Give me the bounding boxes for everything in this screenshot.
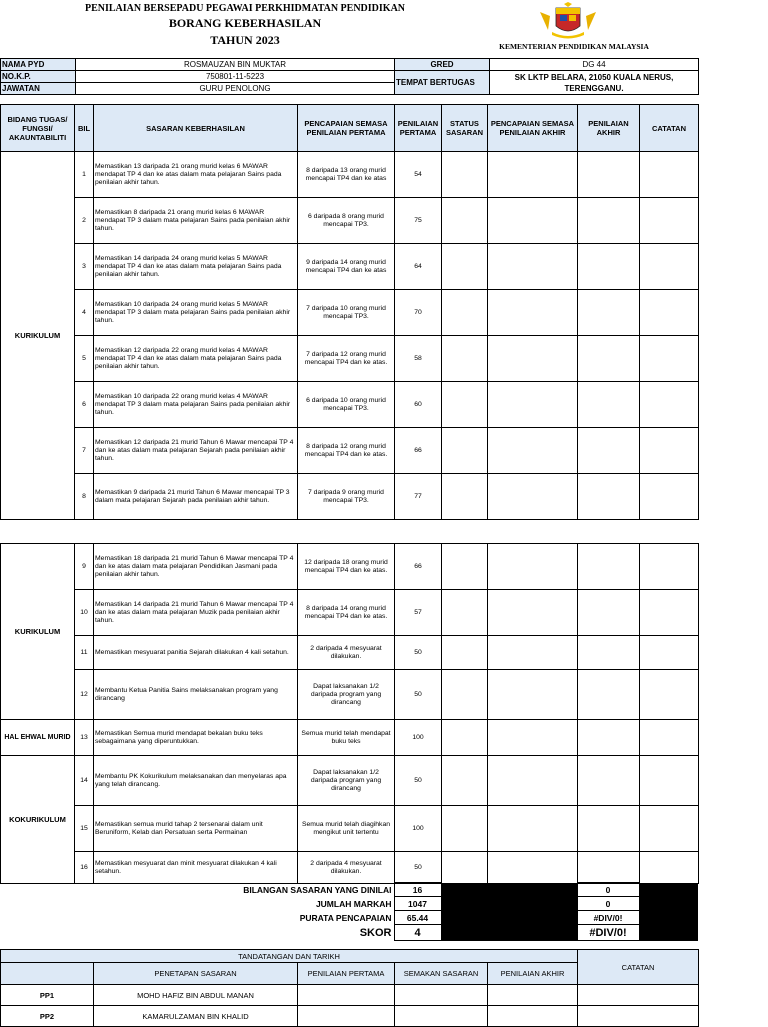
- purata-akhir-value: #DIV/0!: [577, 911, 639, 925]
- nama-label: NAMA PYD: [1, 59, 76, 71]
- row-sasaran: Memastikan 12 daripada 22 orang murid kelas 4 MAWAR mendapat TP 4 dan ke atas dalam mata pelajaran Sains pada penilaian akhir tahun.: [94, 336, 298, 382]
- area-hem: HAL EHWAL MURID: [1, 720, 75, 756]
- semakan-header: SEMAKAN SASARAN: [395, 963, 488, 985]
- targets-table-2: [0, 543, 699, 884]
- row-sasaran: Memastikan 10 daripada 22 orang murid kelas 4 MAWAR mendapat TP 3 dalam mata pelajaran Sains pada penilaian akhir tahun.: [94, 382, 298, 428]
- header-titles: [60, 0, 430, 48]
- row-sasaran: Membantu Ketua Panitia Sains melaksanakan program yang dirancang: [94, 670, 298, 720]
- jumlah-label: JUMLAH MARKAH: [315, 898, 392, 909]
- jumlah-value: 1047: [394, 897, 441, 911]
- table-row: [1, 544, 699, 590]
- col-pencapaian-pertama: PENCAPAIAN SEMASA PENILAIAN PERTAMA: [298, 105, 395, 152]
- col-sasaran: SASARAN KEBERHASILAN: [94, 105, 298, 152]
- targets-table-1: [0, 104, 699, 520]
- pp2-name: KAMARULZAMAN BIN KHALID: [94, 1006, 298, 1027]
- table-row: [1, 720, 699, 756]
- info-table: [0, 58, 699, 95]
- row-sasaran: Memastikan mesyuarat panitia Sejarah dilakukan 4 kali setahun.: [94, 636, 298, 670]
- row-pencapaian: 8 daripada 12 orang murid mencapai TP4 dan ke atas.: [298, 428, 395, 474]
- row-bil: 15: [75, 806, 94, 852]
- jawatan-label: JAWATAN: [1, 83, 76, 95]
- gred-value: DG 44: [490, 59, 699, 71]
- table-row: [1, 152, 699, 198]
- table-row: [1, 636, 699, 670]
- skor-value: 4: [394, 925, 441, 941]
- row-nilai: 75: [395, 198, 442, 244]
- row-pencapaian: 7 daripada 12 orang murid mencapai TP4 dan ke atas.: [298, 336, 395, 382]
- row-nilai: 50: [395, 636, 442, 670]
- row-sasaran: Memastikan 9 daripada 21 murid Tahun 6 Mawar mencapai TP 3 dalam mata pelajaran Sejarah pada penilaian akhir tahun.: [94, 474, 298, 520]
- bilangan-akhir-value: 0: [577, 883, 639, 897]
- tempat-value: SK LKTP BELARA, 21050 KUALA NERUS, TERENGGANU.: [490, 71, 699, 95]
- header-line2: BORANG KEBERHASILAN: [168, 16, 322, 30]
- row-bil: 2: [75, 198, 94, 244]
- row-nilai: 50: [395, 756, 442, 806]
- penilaian-pertama-header: PENILAIAN PERTAMA: [298, 963, 395, 985]
- row-sasaran: Memastikan 14 daripada 24 orang murid kelas 5 MAWAR mendapat TP 4 dan ke atas dalam mata pelajaran Sains pada penilaian akhir tahun.: [94, 244, 298, 290]
- signature-title: TANDATANGAN DAN TARIKH: [1, 950, 578, 963]
- row-nilai: 100: [395, 720, 442, 756]
- row-bil: 13: [75, 720, 94, 756]
- row-nilai: 100: [395, 806, 442, 852]
- row-pencapaian: 7 daripada 9 orang murid mencapai TP3.: [298, 474, 395, 520]
- row-nilai: 64: [395, 244, 442, 290]
- row-bil: 9: [75, 544, 94, 590]
- row-nilai: 70: [395, 290, 442, 336]
- row-sasaran: Memastikan 8 daripada 21 orang murid kelas 6 MAWAR mendapat TP 3 dalam mata pelajaran Sains pada penilaian akhir tahun.: [94, 198, 298, 244]
- row-sasaran: Memastikan 18 daripada 21 murid Tahun 6 Mawar mencapai TP 4 dan ke atas dalam mata pelajaran Pendidikan Jasmani pada penilaian akhir tahun.: [94, 544, 298, 590]
- row-nilai: 77: [395, 474, 442, 520]
- header-line1: PENILAIAN BERSEPADU PEGAWAI PERKHIDMATAN PENDIDIKAN: [84, 3, 406, 14]
- row-bil: 16: [75, 852, 94, 884]
- row-bil: 3: [75, 244, 94, 290]
- jumlah-akhir-value: 0: [577, 897, 639, 911]
- pp2-label: PP2: [1, 1006, 94, 1027]
- row-sasaran: Memastikan 13 daripada 21 orang murid kelas 6 MAWAR mendapat TP 4 dan ke atas dalam mata pelajaran Sains pada penilaian akhir tahun.: [94, 152, 298, 198]
- table-row: [1, 336, 699, 382]
- col-catatan: CATATAN: [640, 105, 699, 152]
- bilangan-label: BILANGAN SASARAN YANG DINILAI: [243, 884, 392, 895]
- row-nilai: 66: [395, 544, 442, 590]
- row-nilai: 60: [395, 382, 442, 428]
- pp1-label: PP1: [1, 985, 94, 1006]
- header-line3: TAHUN 2023: [210, 33, 280, 47]
- col-bidang: BIDANG TUGAS/ FUNGSI/ AKAUNTABILITI: [1, 105, 75, 152]
- table-row: [1, 244, 699, 290]
- row-pencapaian: Semua murid telah diagihkan mengikut unit tertentu: [298, 806, 395, 852]
- nokp-value: 750801-11-5223: [76, 71, 395, 83]
- penilaian-akhir-header: PENILAIAN AKHIR: [488, 963, 578, 985]
- row-pencapaian: 6 daripada 10 orang murid mencapai TP3.: [298, 382, 395, 428]
- row-sasaran: Memastikan semua murid tahap 2 tersenarai dalam unit Beruniform, Kelab dan Persatuan serta Permainan: [94, 806, 298, 852]
- tempat-label: TEMPAT BERTUGAS: [395, 71, 490, 95]
- table-row: [1, 756, 699, 806]
- row-bil: 12: [75, 670, 94, 720]
- row-bil: 10: [75, 590, 94, 636]
- form-header: [0, 0, 768, 56]
- summary-table: [0, 882, 698, 941]
- col-penilaian-pertama: PENILAIAN PERTAMA: [395, 105, 442, 152]
- skor-label: SKOR: [359, 926, 392, 939]
- pp1-name: MOHD HAFIZ BIN ABDUL MANAN: [94, 985, 298, 1006]
- row-sasaran: Membantu PK Kokurikulum melaksanakan dan menyelaras apa yang telah dirancang.: [94, 756, 298, 806]
- area-kokurikulum: KOKURIKULUM: [1, 756, 75, 884]
- row-pencapaian: 7 daripada 10 orang murid mencapai TP3.: [298, 290, 395, 336]
- row-bil: 7: [75, 428, 94, 474]
- row-bil: 4: [75, 290, 94, 336]
- row-bil: 6: [75, 382, 94, 428]
- row-pencapaian: 12 daripada 18 orang murid mencapai TP4 dan ke atas.: [298, 544, 395, 590]
- row-pencapaian: Dapat laksanakan 1/2 daripada program yang dirancang: [298, 670, 395, 720]
- row-bil: 11: [75, 636, 94, 670]
- row-pencapaian: 2 daripada 4 mesyuarat dilakukan.: [298, 636, 395, 670]
- area-kurikulum: KURIKULUM: [1, 544, 75, 720]
- row-nilai: 50: [395, 852, 442, 884]
- table-row: [1, 806, 699, 852]
- col-penilaian-akhir: PENILAIAN AKHIR: [578, 105, 640, 152]
- area-kurikulum: KURIKULUM: [1, 152, 75, 520]
- penetapan-header: PENETAPAN SASARAN: [94, 963, 298, 985]
- row-nilai: 54: [395, 152, 442, 198]
- row-pencapaian: 9 daripada 14 orang murid mencapai TP4 dan ke atas: [298, 244, 395, 290]
- table-row: [1, 670, 699, 720]
- row-bil: 14: [75, 756, 94, 806]
- row-pencapaian: Dapat laksanakan 1/2 daripada program yang dirancang: [298, 756, 395, 806]
- row-sasaran: Memastikan Semua murid mendapat bekalan buku teks sebagaimana yang diperuntukkan.: [94, 720, 298, 756]
- skor-akhir-value: #DIV/0!: [577, 925, 639, 941]
- col-pencapaian-akhir: PENCAPAIAN SEMASA PENILAIAN AKHIR: [488, 105, 578, 152]
- coat-of-arms-icon: [538, 2, 598, 40]
- row-pencapaian: 2 daripada 4 mesyuarat dilakukan.: [298, 852, 395, 884]
- row-pencapaian: 6 daripada 8 orang murid mencapai TP3.: [298, 198, 395, 244]
- row-nilai: 58: [395, 336, 442, 382]
- row-pencapaian: Semua murid telah mendapat buku teks: [298, 720, 395, 756]
- row-sasaran: Memastikan 12 daripada 21 murid Tahun 6 Mawar mencapai TP 4 dan ke atas dalam mata pelajaran Sejarah pada penilaian akhir tahun.: [94, 428, 298, 474]
- nama-value: ROSMAUZAN BIN MUKTAR: [76, 59, 395, 71]
- table-row: [1, 198, 699, 244]
- table-row: [1, 428, 699, 474]
- row-sasaran: Memastikan mesyuarat dan minit mesyuarat dilakukan 4 kali setahun.: [94, 852, 298, 884]
- bilangan-value: 16: [394, 883, 441, 897]
- ministry-name: KEMENTERIAN PENDIDIKAN MALAYSIA: [499, 42, 649, 51]
- purata-value: 65.44: [394, 911, 441, 925]
- table-row: [1, 590, 699, 636]
- row-pencapaian: 8 daripada 13 orang murid mencapai TP4 dan ke atas: [298, 152, 395, 198]
- row-bil: 8: [75, 474, 94, 520]
- table-row: [1, 852, 699, 884]
- row-bil: 5: [75, 336, 94, 382]
- table-row: [1, 290, 699, 336]
- table-row: [1, 474, 699, 520]
- row-sasaran: Memastikan 14 daripada 21 murid Tahun 6 Mawar mencapai TP 4 dan ke atas dalam mata pelajaran Muzik pada penilaian akhir tahun.: [94, 590, 298, 636]
- signature-table: [0, 949, 699, 1027]
- row-pencapaian: 8 daripada 14 orang murid mencapai TP4 dan ke atas.: [298, 590, 395, 636]
- gred-label: GRED: [395, 59, 490, 71]
- row-sasaran: Memastikan 10 daripada 24 orang murid kelas 5 MAWAR mendapat TP 3 dalam mata pelajaran Sains pada penilaian akhir tahun.: [94, 290, 298, 336]
- row-nilai: 57: [395, 590, 442, 636]
- row-nilai: 66: [395, 428, 442, 474]
- col-bil: BIL: [75, 105, 94, 152]
- table-row: [1, 382, 699, 428]
- row-bil: 1: [75, 152, 94, 198]
- row-nilai: 50: [395, 670, 442, 720]
- purata-label: PURATA PENCAPAIAN: [299, 912, 392, 923]
- col-status: STATUS SASARAN: [442, 105, 488, 152]
- nokp-label: NO.K.P.: [1, 71, 76, 83]
- signature-catatan: CATATAN: [578, 950, 699, 985]
- jawatan-value: GURU PENOLONG: [76, 83, 395, 95]
